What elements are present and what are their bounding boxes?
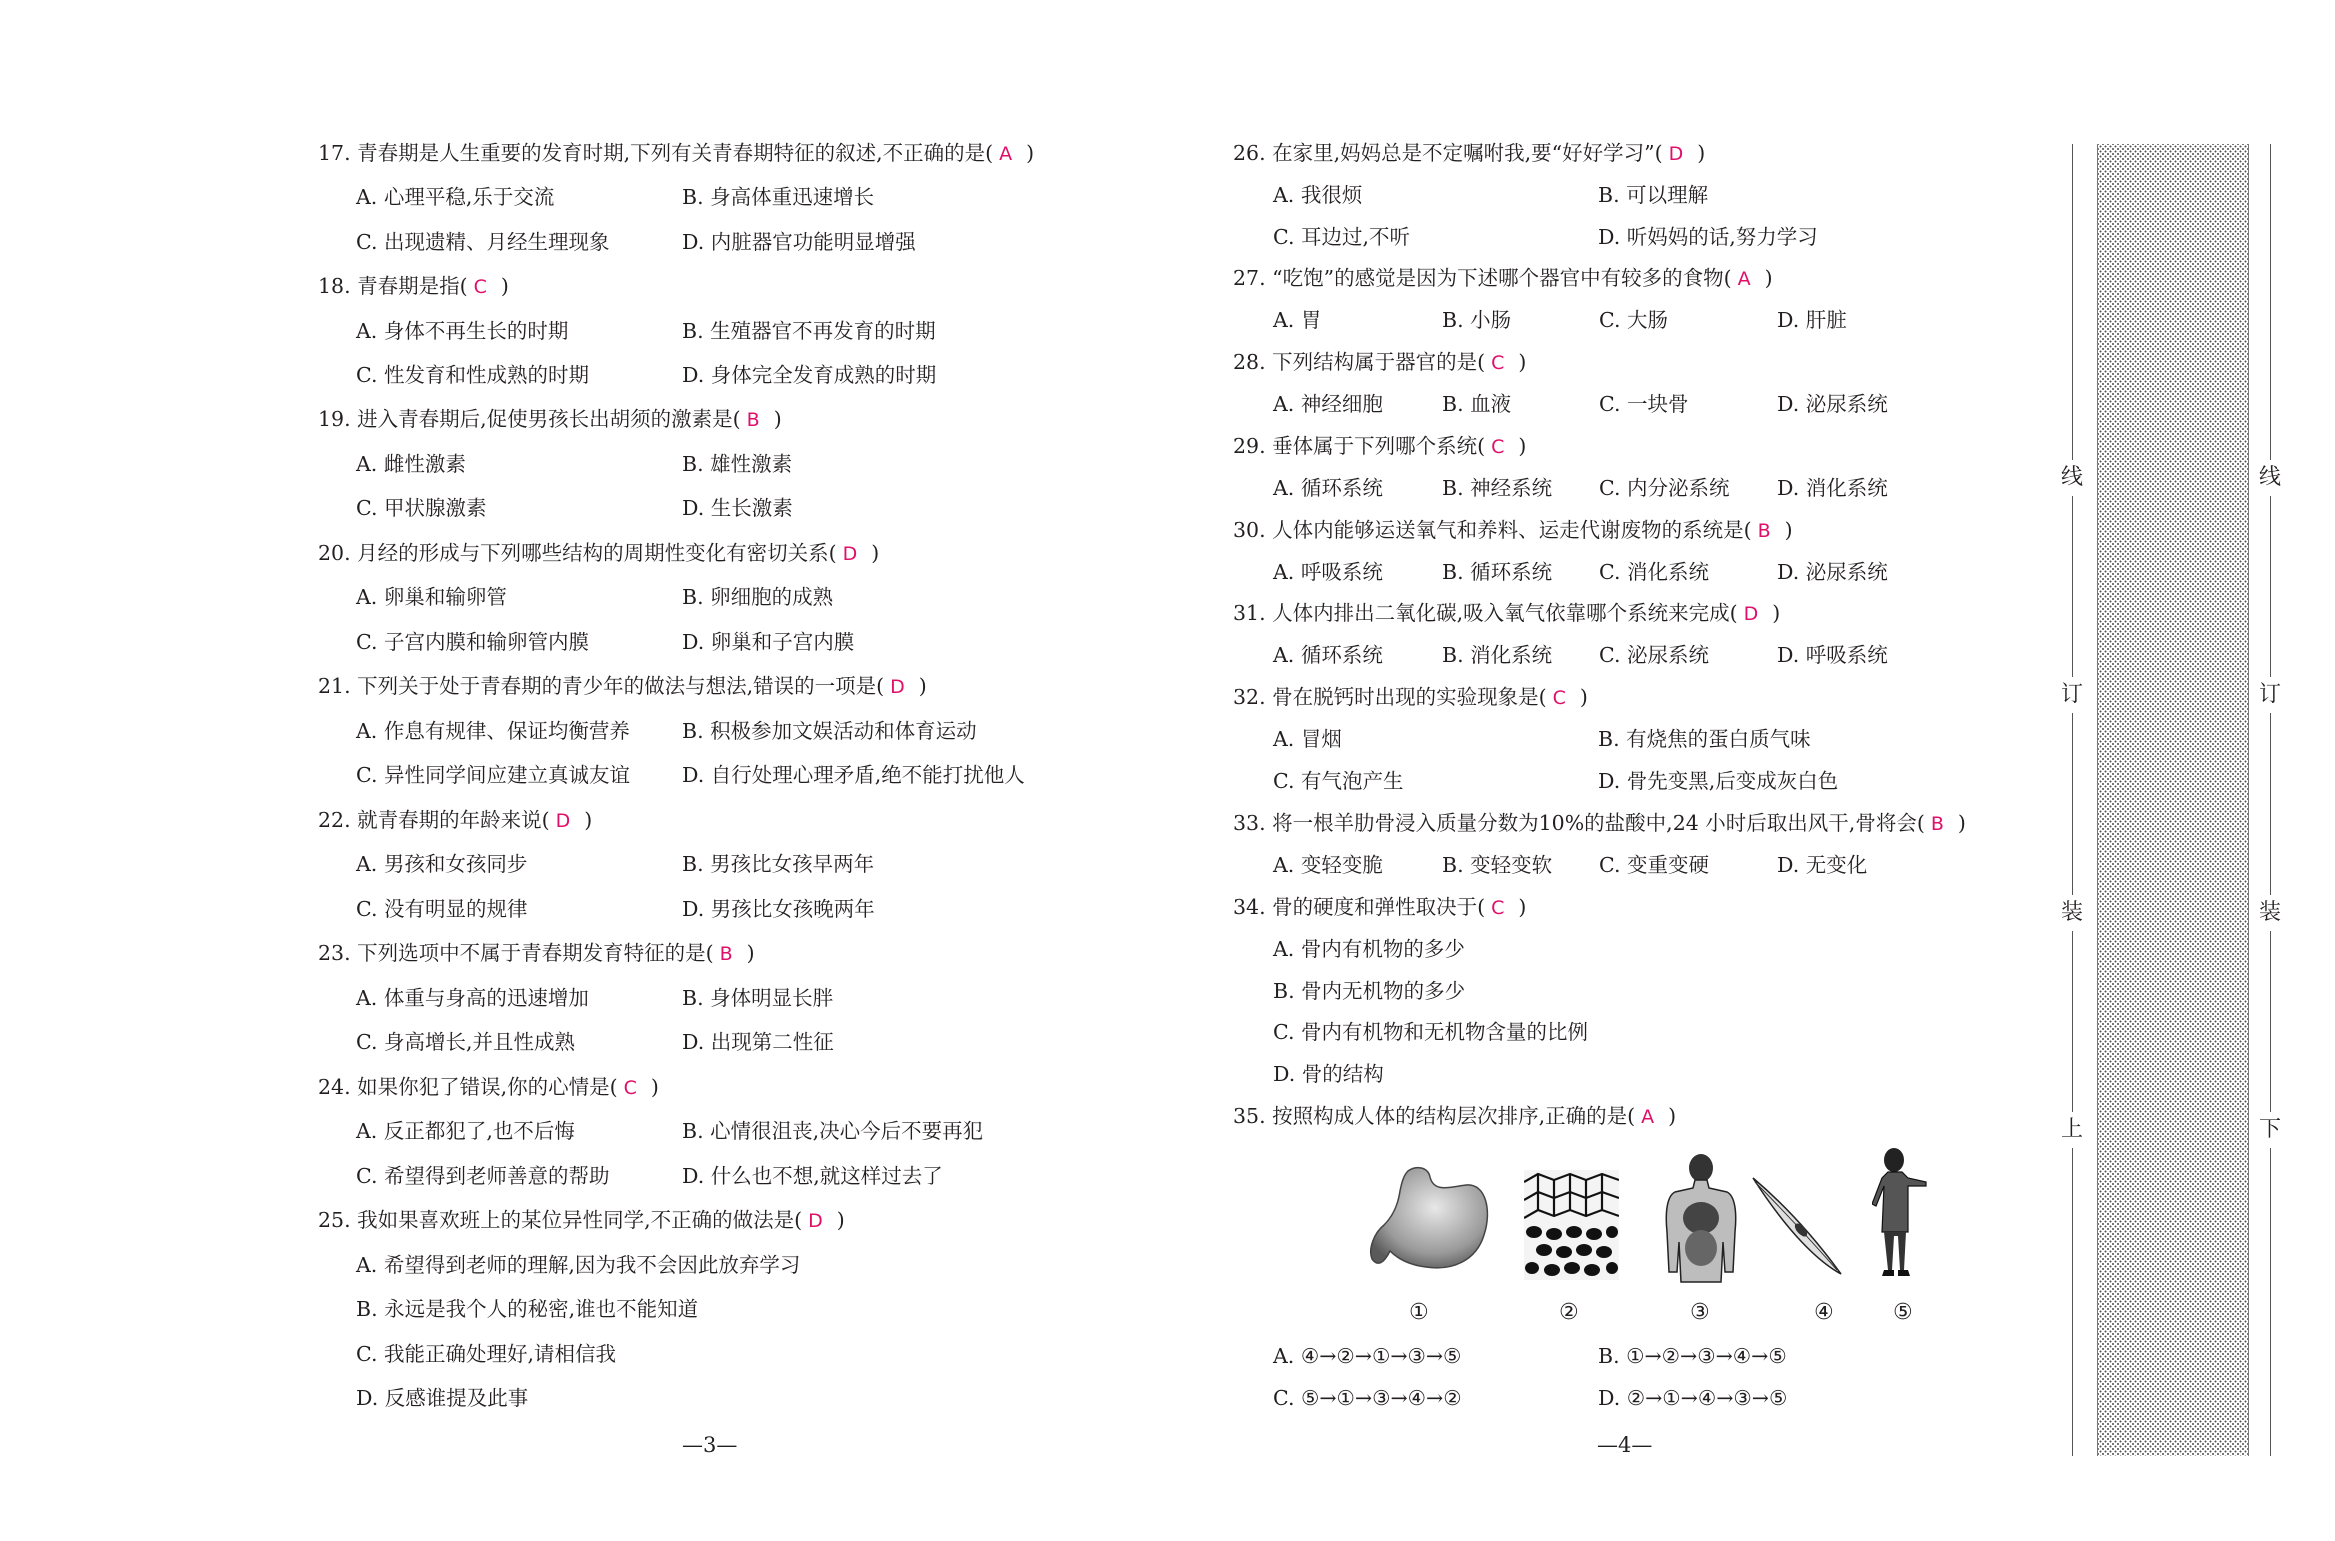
binding-strip [2097, 144, 2249, 1456]
q22-option-a: A. 男孩和女孩同步 [356, 852, 528, 876]
q31-option-a: A. 循环系统 [1273, 643, 1383, 667]
inner-cut-line [2270, 144, 2271, 1456]
q26-option-c: C. 耳边过,不听 [1273, 225, 1411, 249]
figure-label-1: ① [1409, 1300, 1429, 1325]
q33-option-d: D. 无变化 [1777, 853, 1868, 877]
answer-27: A [1737, 268, 1751, 290]
q26-option-d: D. 听妈妈的话,努力学习 [1598, 225, 1818, 249]
q34-option-c: C. 骨内有机物和无机物含量的比例 [1273, 1020, 1588, 1044]
answer-26: D [1668, 143, 1684, 165]
question-28-stem: 28. 下列结构属于器官的是( C ) [1233, 348, 1526, 377]
question-34-stem: 34. 骨的硬度和弹性取决于( C ) [1233, 893, 1526, 922]
q23-option-c: C. 身高增长,并且性成熟 [356, 1030, 576, 1054]
q24-option-a: A. 反正都犯了,也不后悔 [356, 1119, 575, 1143]
q20-option-b: B. 卵细胞的成熟 [682, 585, 834, 609]
q29-option-d: D. 消化系统 [1777, 476, 1888, 500]
answer-19: B [746, 409, 760, 431]
q30-option-a: A. 呼吸系统 [1273, 560, 1383, 584]
q28-option-b: B. 血液 [1442, 392, 1512, 416]
binding-outer-char-3: 订 [2061, 677, 2083, 713]
binding-outer-char-1: 上 [2061, 1112, 2083, 1148]
q19-option-b: B. 雄性激素 [682, 452, 793, 476]
q30-option-c: C. 消化系统 [1599, 560, 1709, 584]
q29-option-a: A. 循环系统 [1273, 476, 1383, 500]
figure-label-3: ③ [1690, 1300, 1710, 1325]
tissue-figure [1524, 1170, 1619, 1280]
answer-31: D [1743, 603, 1759, 625]
answer-23: B [719, 943, 733, 965]
question-19-stem: 19. 进入青春期后,促使男孩长出胡须的激素是( B ) [318, 405, 782, 434]
question-23-stem: 23. 下列选项中不属于青春期发育特征的是( B ) [318, 939, 755, 968]
q21-option-d: D. 自行处理心理矛盾,绝不能打扰他人 [682, 763, 1025, 787]
q21-option-a: A. 作息有规律、保证均衡营养 [356, 719, 630, 743]
question-22-stem: 22. 就青春期的年龄来说( D ) [318, 806, 592, 835]
q29-option-b: B. 神经系统 [1442, 476, 1553, 500]
question-31-stem: 31. 人体内排出二氧化碳,吸入氧气依靠哪个系统来完成( D ) [1233, 599, 1780, 628]
q27-option-c: C. 大肠 [1599, 308, 1668, 332]
question-17-stem: 17. 青春期是人生重要的发育时期,下列有关青春期特征的叙述,不正确的是( A ) [318, 139, 1034, 168]
binding-inner-char-3: 订 [2259, 677, 2281, 713]
question-30-stem: 30. 人体内能够运送氧气和养料、运走代谢废物的系统是( B ) [1233, 516, 1793, 545]
q35-option-c: C. ⑤→①→③→④→② [1273, 1386, 1462, 1410]
q19-option-c: C. 甲状腺激素 [356, 496, 487, 520]
muscle-cell-figure [1749, 1170, 1844, 1280]
q19-option-d: D. 生长激素 [682, 496, 793, 520]
q21-option-b: B. 积极参加文娱活动和体育运动 [682, 719, 977, 743]
q17-option-a: A. 心理平稳,乐于交流 [356, 185, 555, 209]
q18-option-d: D. 身体完全发育成熟的时期 [682, 363, 937, 387]
q28-option-c: C. 一块骨 [1599, 392, 1689, 416]
q23-option-b: B. 身体明显长胖 [682, 986, 834, 1010]
q31-option-c: C. 泌尿系统 [1599, 643, 1709, 667]
stomach-figure [1368, 1163, 1493, 1288]
answer-28: C [1491, 352, 1505, 374]
q27-option-d: D. 肝脏 [1777, 308, 1847, 332]
question-29-stem: 29. 垂体属于下列哪个系统( C ) [1233, 432, 1526, 461]
answer-22: D [555, 810, 571, 832]
q24-option-b: B. 心情很沮丧,决心今后不要再犯 [682, 1119, 984, 1143]
binding-outer-char-2: 装 [2061, 895, 2083, 931]
q26-option-b: B. 可以理解 [1598, 183, 1709, 207]
q34-option-b: B. 骨内无机物的多少 [1273, 979, 1466, 1003]
q27-option-b: B. 小肠 [1442, 308, 1512, 332]
q17-option-d: D. 内脏器官功能明显增强 [682, 230, 916, 254]
q28-option-a: A. 神经细胞 [1273, 392, 1383, 416]
answer-30: B [1757, 520, 1771, 542]
answer-17: A [999, 143, 1013, 165]
q25-option-c: C. 我能正确处理好,请相信我 [356, 1342, 617, 1366]
question-20-stem: 20. 月经的形成与下列哪些结构的周期性变化有密切关系( D ) [318, 539, 879, 568]
figure-label-5: ⑤ [1893, 1300, 1913, 1325]
page-number-left: —3— [682, 1433, 738, 1457]
torso-organs-figure [1661, 1152, 1741, 1287]
figure-label-4: ④ [1814, 1300, 1834, 1325]
question-35-stem: 35. 按照构成人体的结构层次排序,正确的是( A ) [1233, 1102, 1676, 1131]
q18-option-c: C. 性发育和性成熟的时期 [356, 363, 589, 387]
q30-option-b: B. 循环系统 [1442, 560, 1553, 584]
answer-25: D [808, 1210, 823, 1232]
question-27-stem: 27. “吃饱”的感觉是因为下述哪个器官中有较多的食物( A ) [1233, 264, 1773, 293]
question-21-stem: 21. 下列关于处于青春期的青少年的做法与想法,错误的一项是( D ) [318, 672, 927, 701]
binding-inner-char-4: 线 [2259, 460, 2281, 496]
question-33-stem: 33. 将一根羊肋骨浸入质量分数为10%的盐酸中,24 小时后取出风干,骨将会( B ) [1233, 809, 1966, 838]
q32-option-d: D. 骨先变黑,后变成灰白色 [1598, 769, 1839, 793]
outer-cut-line [2072, 144, 2073, 1456]
q24-option-c: C. 希望得到老师善意的帮助 [356, 1164, 610, 1188]
q33-option-b: B. 变轻变软 [1442, 853, 1553, 877]
q31-option-b: B. 消化系统 [1442, 643, 1553, 667]
q33-option-a: A. 变轻变脆 [1273, 853, 1383, 877]
answer-34: C [1491, 897, 1505, 919]
q20-option-c: C. 子宫内膜和输卵管内膜 [356, 630, 589, 654]
q17-option-c: C. 出现遗精、月经生理现象 [356, 230, 610, 254]
q24-option-d: D. 什么也不想,就这样过去了 [682, 1164, 943, 1188]
q23-option-d: D. 出现第二性征 [682, 1030, 834, 1054]
answer-33: B [1930, 813, 1944, 835]
q32-option-c: C. 有气泡产生 [1273, 769, 1404, 793]
figure-label-2: ② [1559, 1300, 1579, 1325]
q35-option-d: D. ②→①→④→③→⑤ [1598, 1386, 1788, 1410]
q27-option-a: A. 胃 [1273, 308, 1322, 332]
answer-32: C [1552, 687, 1566, 709]
q21-option-c: C. 异性同学间应建立真诚友谊 [356, 763, 630, 787]
q22-option-d: D. 男孩比女孩晚两年 [682, 897, 875, 921]
q35-option-b: B. ①→②→③→④→⑤ [1598, 1344, 1787, 1368]
binding-outer-char-4: 线 [2061, 460, 2083, 496]
q25-option-a: A. 希望得到老师的理解,因为我不会因此放弃学习 [356, 1253, 801, 1277]
question-25-stem: 25. 我如果喜欢班上的某位异性同学,不正确的做法是( D ) [318, 1206, 845, 1235]
answer-24: C [623, 1077, 637, 1099]
answer-20: D [842, 543, 858, 565]
q20-option-a: A. 卵巢和输卵管 [356, 585, 507, 609]
person-figure [1872, 1146, 1932, 1286]
q29-option-c: C. 内分泌系统 [1599, 476, 1730, 500]
q26-option-a: A. 我很烦 [1273, 183, 1363, 207]
answer-35: A [1641, 1106, 1655, 1128]
q18-option-b: B. 生殖器官不再发育的时期 [682, 319, 936, 343]
q22-option-b: B. 男孩比女孩早两年 [682, 852, 875, 876]
q33-option-c: C. 变重变硬 [1599, 853, 1709, 877]
q19-option-a: A. 雌性激素 [356, 452, 466, 476]
q20-option-d: D. 卵巢和子宫内膜 [682, 630, 855, 654]
q23-option-a: A. 体重与身高的迅速增加 [356, 986, 589, 1010]
answer-21: D [890, 676, 905, 698]
q34-option-a: A. 骨内有机物的多少 [1273, 937, 1465, 961]
q32-option-a: A. 冒烟 [1273, 727, 1342, 751]
page-number-right: —4— [1597, 1433, 1653, 1457]
question-32-stem: 32. 骨在脱钙时出现的实验现象是( C ) [1233, 683, 1588, 712]
q35-option-a: A. ④→②→①→③→⑤ [1273, 1344, 1462, 1368]
question-26-stem: 26. 在家里,妈妈总是不定嘱咐我,要“好好学习”( D ) [1233, 139, 1705, 168]
q18-option-a: A. 身体不再生长的时期 [356, 319, 569, 343]
question-24-stem: 24. 如果你犯了错误,你的心情是( C ) [318, 1073, 659, 1102]
q34-option-d: D. 骨的结构 [1273, 1062, 1384, 1086]
q28-option-d: D. 泌尿系统 [1777, 392, 1888, 416]
binding-inner-char-1: 下 [2259, 1112, 2281, 1148]
q31-option-d: D. 呼吸系统 [1777, 643, 1888, 667]
q30-option-d: D. 泌尿系统 [1777, 560, 1888, 584]
q25-option-d: D. 反感谁提及此事 [356, 1386, 529, 1410]
q22-option-c: C. 没有明显的规律 [356, 897, 528, 921]
question-18-stem: 18. 青春期是指( C ) [318, 272, 509, 301]
q25-option-b: B. 永远是我个人的秘密,谁也不能知道 [356, 1297, 699, 1321]
q32-option-b: B. 有烧焦的蛋白质气味 [1598, 727, 1811, 751]
answer-18: C [473, 276, 487, 298]
answer-29: C [1491, 436, 1505, 458]
binding-inner-char-2: 装 [2259, 895, 2281, 931]
q17-option-b: B. 身高体重迅速增长 [682, 185, 875, 209]
